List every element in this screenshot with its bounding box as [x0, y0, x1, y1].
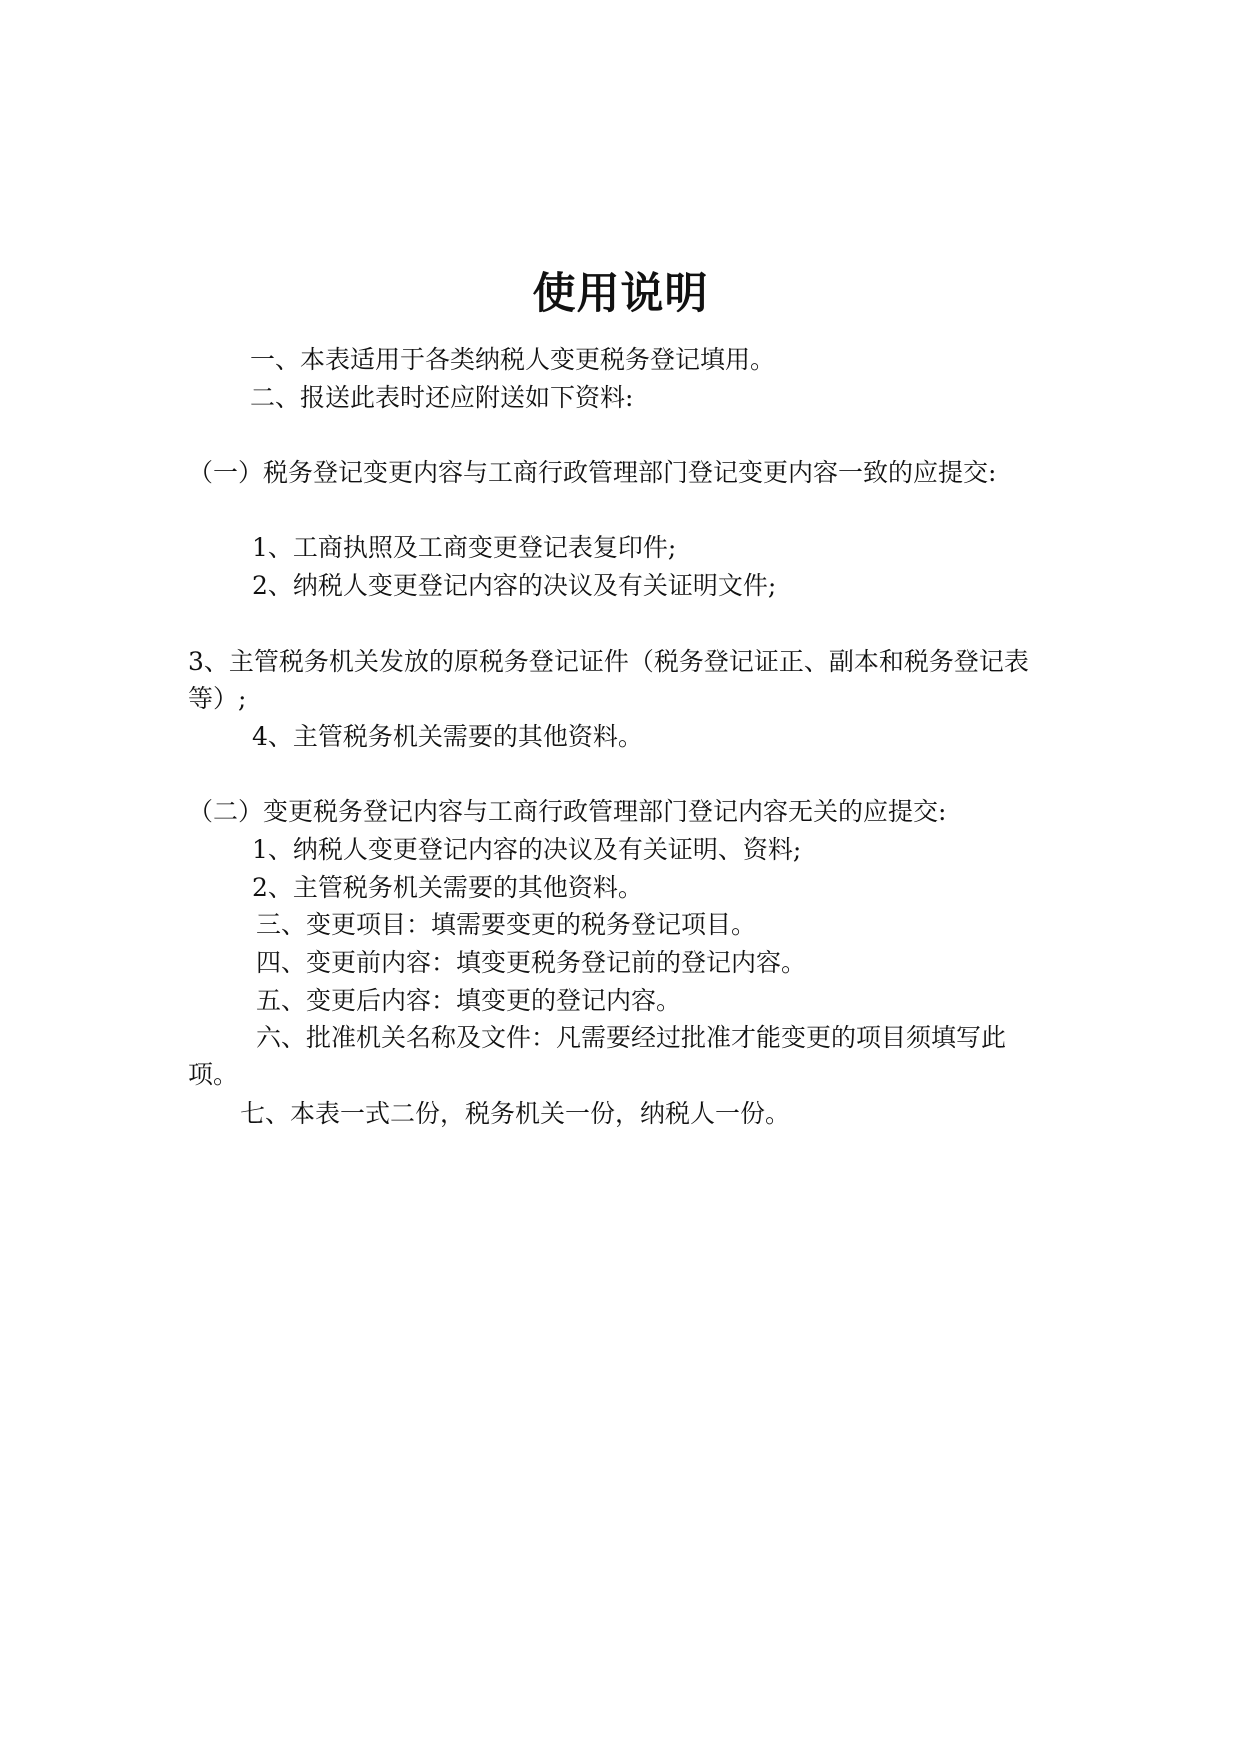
instruction-4: 四、变更前内容：填变更税务登记前的登记内容。	[256, 948, 807, 977]
section-2-item-2: 2、主管税务机关需要的其他资料。	[252, 873, 643, 902]
instruction-6: 六、批准机关名称及文件：凡需要经过批准才能变更的项目须填写此项。	[188, 1023, 1007, 1089]
page-title: 使用说明	[532, 269, 709, 319]
instruction-1: 一、本表适用于各类纳税人变更税务登记填用。	[250, 345, 776, 374]
section-1-item-3: 3、主管税务机关发放的原税务登记证件（税务登记证正、副本和税务登记表等）;	[188, 647, 1029, 713]
section-2-item-1: 1、纳税人变更登记内容的决议及有关证明、资料;	[252, 835, 802, 864]
section-2-heading: （二）变更税务登记内容与工商行政管理部门登记内容无关的应提交:	[188, 797, 947, 826]
instruction-3: 三、变更项目：填需要变更的税务登记项目。	[256, 910, 757, 939]
section-1-item-4: 4、主管税务机关需要的其他资料。	[252, 722, 643, 751]
instruction-2: 二、报送此表时还应附送如下资料:	[250, 383, 634, 412]
instruction-5: 五、变更后内容：填变更的登记内容。	[256, 986, 682, 1015]
instruction-7: 七、本表一式二份，税务机关一份，纳税人一份。	[240, 1099, 791, 1128]
section-1-heading: （一）税务登记变更内容与工商行政管理部门登记变更内容一致的应提交:	[188, 458, 997, 487]
section-1-item-1: 1、工商执照及工商变更登记表复印件;	[252, 533, 677, 562]
section-1-item-2: 2、纳税人变更登记内容的决议及有关证明文件;	[252, 571, 777, 600]
